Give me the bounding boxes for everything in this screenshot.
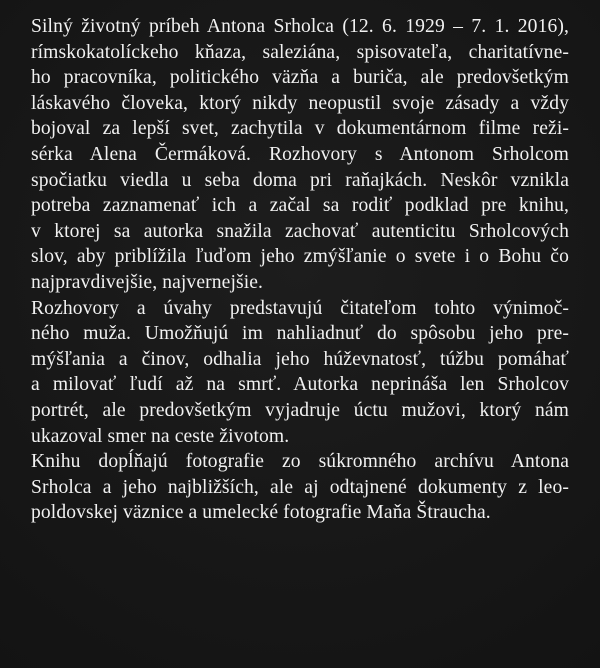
text-line: Rozhovory a úvahy predstavujú čitateľom tohto výnimoč- — [31, 297, 569, 319]
text-line: spočiatku viedla u seba doma pri raňajkách. Neskôr vznikla — [31, 169, 569, 191]
paragraph-1 — [31, 14, 569, 296]
paragraph-3 — [31, 449, 569, 526]
text-line: v ktorej sa autorka snažila zachovať autenticitu Srholcových — [31, 220, 569, 242]
text-line: rímskokatolíckeho kňaza, saleziána, spisovateľa, charitatívne- — [31, 41, 569, 63]
text-line: potreba zaznamenať ich a začal sa rodiť podklad pre knihu, — [31, 195, 569, 217]
text-line: bojoval za lepší svet, zachytila v dokumentárnom filme reži- — [31, 118, 569, 140]
description-text — [31, 14, 569, 526]
text-line: poldovskej väznice a umelecké fotografie Maňa Štraucha. — [31, 502, 491, 524]
paragraph-2 — [31, 296, 569, 450]
text-line: sérka Alena Čermáková. Rozhovory s Antonom Srholcom — [31, 143, 569, 165]
text-line: a milovať ľudí až na smrť. Autorka neprináša len Srholcov — [31, 374, 569, 396]
text-line: ného muža. Umožňujú im nahliadnuť do spôsobu jeho pre- — [31, 323, 569, 345]
text-line: portrét, ale predovšetkým vyjadruje úctu mužovi, ktorý nám — [31, 399, 569, 421]
text-line: ukazoval smer na ceste životom. — [31, 425, 290, 447]
text-line: najpravdivejšie, najvernejšie. — [31, 271, 264, 293]
text-line: láskavého človeka, ktorý nikdy neopustil svoje zásady a vždy — [31, 92, 569, 114]
text-line: mýšľania a činov, odhalia jeho húževnatosť, túžbu pomáhať — [31, 348, 569, 370]
text-line: Silný životný príbeh Antona Srholca (12. 6. 1929 – 7. 1. 2016), — [31, 16, 569, 37]
text-line: Knihu dopĺňajú fotografie zo súkromného archívu Antona — [31, 451, 569, 473]
text-line: ho pracovníka, politického väzňa a buriča, ale predovšetkým — [31, 67, 569, 89]
text-line: Srholca a jeho najbližších, ale aj odtajnené dokumenty z leo- — [31, 476, 569, 498]
text-line: slov, aby priblížila ľuďom jeho zmýšľanie o svete i o Bohu čo — [31, 246, 569, 268]
